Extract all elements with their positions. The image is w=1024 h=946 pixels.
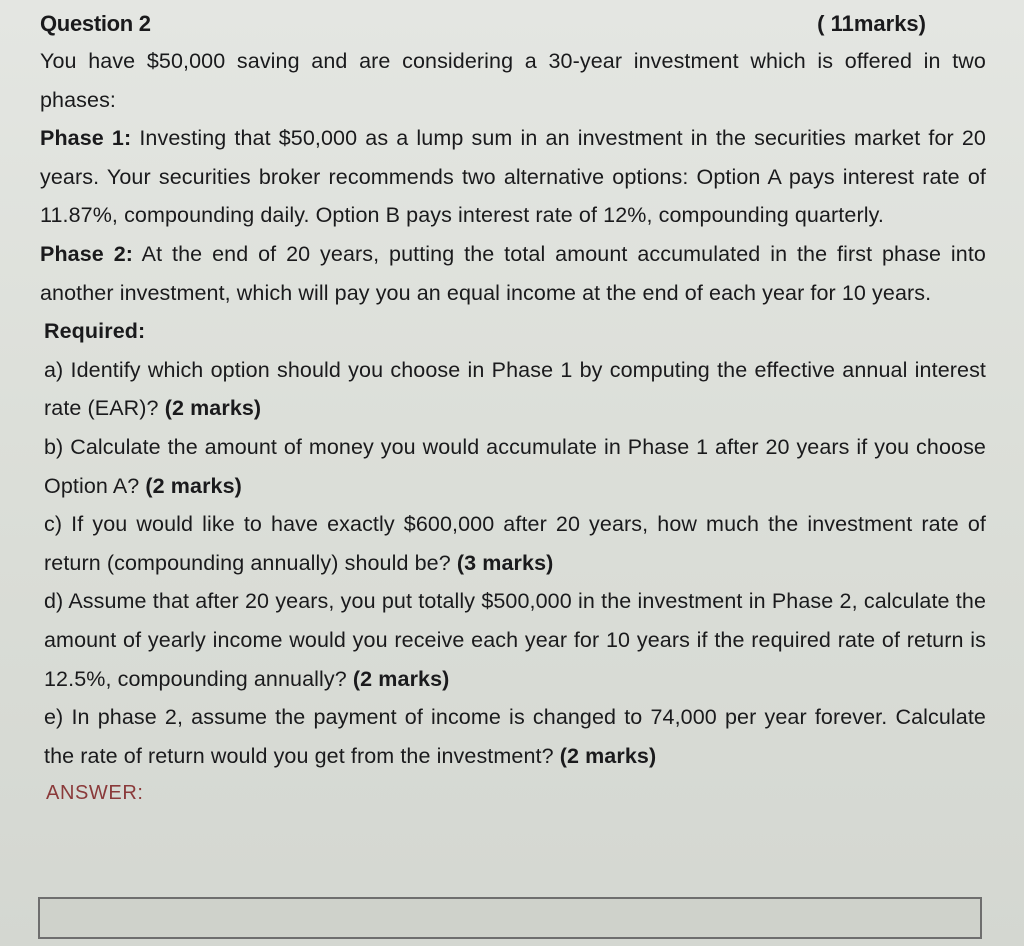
part-c-text: c) If you would like to have exactly $600,000 after 20 years, how much the investment rate of return (compounding annually) should be? <box>44 512 986 575</box>
intro-paragraph: You have $50,000 saving and are considering a 30-year investment which is offered in two phases: <box>40 49 986 112</box>
part-a-marks: (2 marks) <box>164 396 262 421</box>
phase2-paragraph <box>40 235 986 312</box>
answer-label: ANSWER: <box>46 782 144 805</box>
part-b-marks: (2 marks) <box>145 473 242 498</box>
part-d-marks: (2 marks) <box>352 666 450 691</box>
phase2-text: At the end of 20 years, putting the total amount accumulated in the first phase into another investment, which will pay you an equal income at the end of each year for 10 years. <box>40 241 986 305</box>
required-heading: Required: <box>44 319 146 344</box>
phase1-label: Phase 1: <box>40 126 132 151</box>
part-d <box>44 582 986 698</box>
phase1-text: Investing that $50,000 as a lump sum in an investment in the securities market for 20 years. Your securities broker recommends two alternative options: Option A pays interest rate of 11.87%, compounding daily. Option B pays interest rate of 12%, compounding quarterly. <box>40 126 986 228</box>
part-d-text: d) Assume that after 20 years, you put totally $500,000 in the investment in Phase 2, calculate the amount of yearly income would you receive each year for 10 years if the required rate of return is 12.5%, compounding annually? <box>44 589 986 691</box>
question-header <box>40 6 986 42</box>
phase1-paragraph <box>40 119 986 235</box>
part-e-marks: (2 marks) <box>559 743 657 768</box>
part-a <box>44 351 986 428</box>
question-title: Question 2 <box>40 11 151 36</box>
answer-input[interactable] <box>38 897 982 939</box>
question-marks: ( 11marks) <box>817 11 926 36</box>
part-e <box>44 698 986 775</box>
part-c-marks: (3 marks) <box>456 550 554 575</box>
part-a-text: a) Identify which option should you choose in Phase 1 by computing the effective annual interest rate (EAR)? <box>44 357 986 421</box>
part-c <box>44 505 986 582</box>
part-b <box>44 428 986 505</box>
phase2-label: Phase 2: <box>40 241 134 266</box>
part-e-text: e) In phase 2, assume the payment of income is changed to 74,000 per year forever. Calculate the rate of return would you get from the investment? <box>44 705 986 768</box>
part-b-text: b) Calculate the amount of money you would accumulate in Phase 1 after 20 years if you choose Option A? <box>44 434 986 498</box>
